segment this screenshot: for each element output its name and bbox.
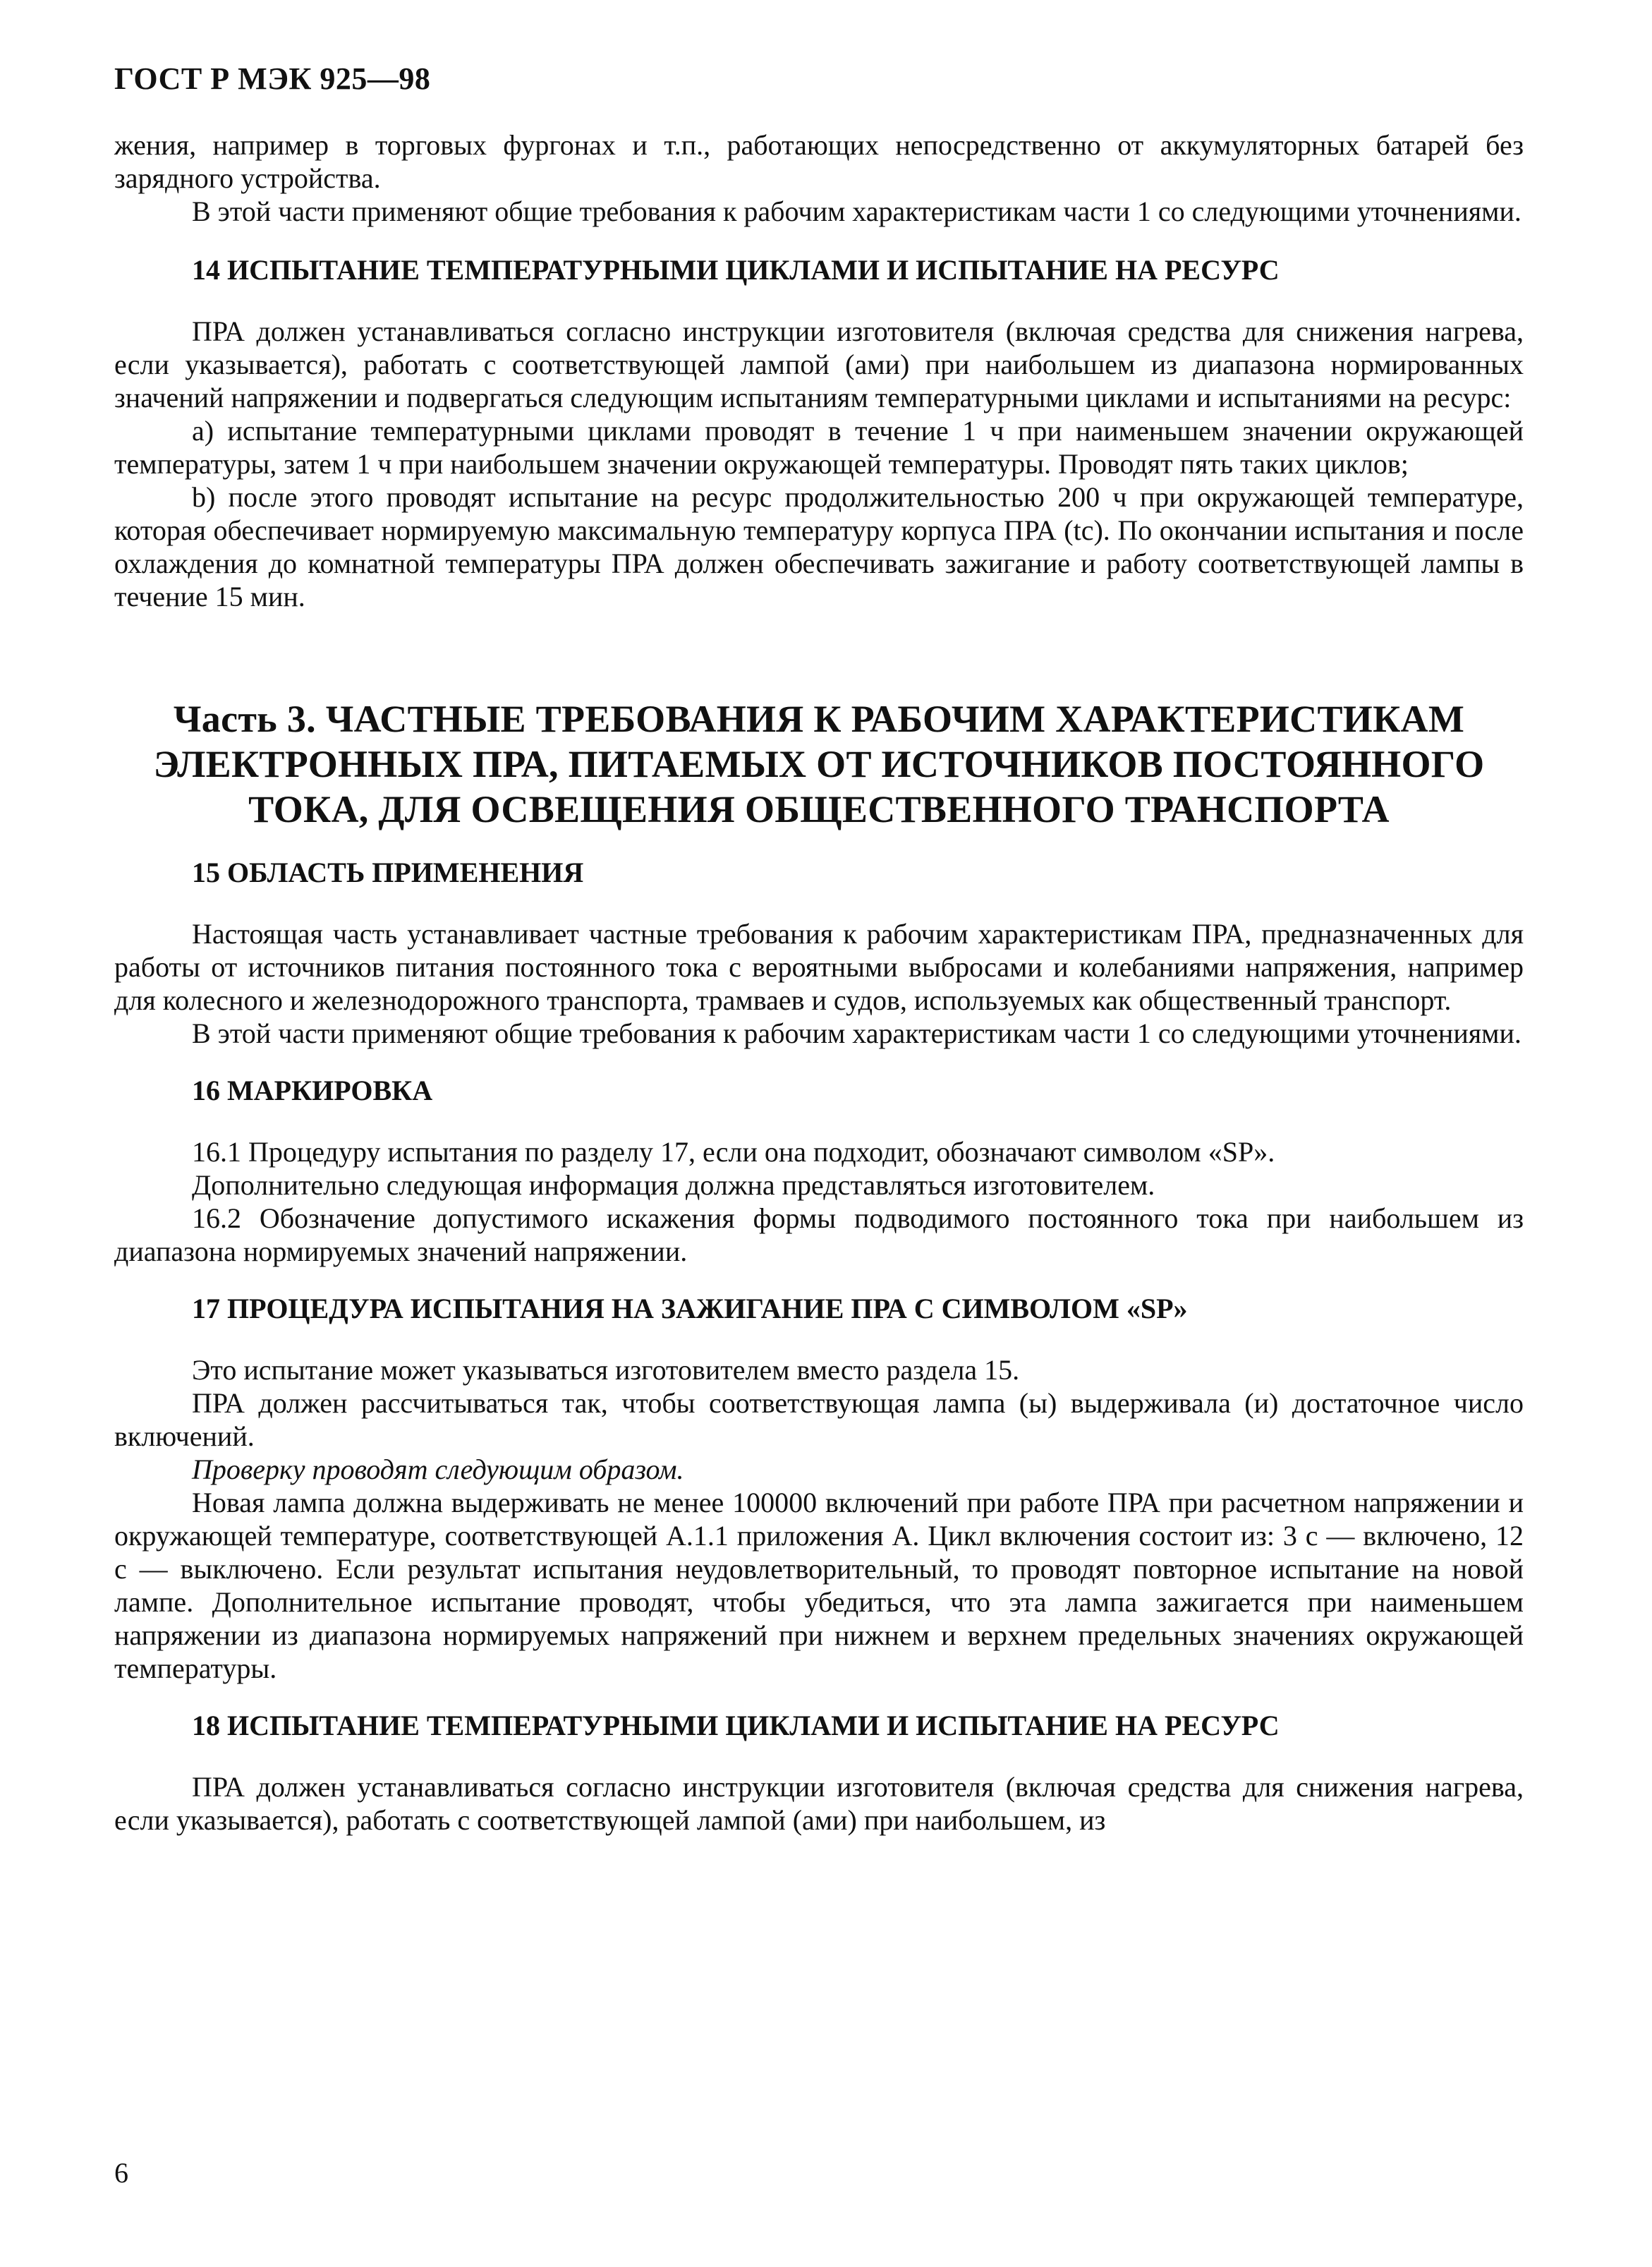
page-number: 6: [114, 2157, 128, 2189]
section-15-title: 15 ОБЛАСТЬ ПРИМЕНЕНИЯ: [192, 857, 584, 888]
section-17-paragraph: ПРА должен рассчитываться так, чтобы соответствующая лампа (ы) выдерживала (и) достаточное число включений.: [114, 1387, 1524, 1452]
part-3-title-line: ТОКА, ДЛЯ ОСВЕЩЕНИЯ ОБЩЕСТВЕННОГО ТРАНСПОРТА: [248, 788, 1390, 830]
section-16-paragraph: Дополнительно следующая информация должна представляться изготовителем.: [192, 1169, 1155, 1201]
section-17-method-note: Проверку проводят следующим образом.: [192, 1453, 684, 1485]
part-3-title-line: ЭЛЕКТРОННЫХ ПРА, ПИТАЕМЫХ ОТ ИСТОЧНИКОВ ПОСТОЯННОГО: [153, 743, 1485, 785]
intro-paragraph: В этой части применяют общие требования к рабочим характеристикам части 1 со следующими уточнениями.: [192, 195, 1522, 227]
intro-paragraph: жения, например в торговых фургонах и т.п., работающих непосредственно от аккумуляторных батарей без зарядного устройства.: [114, 129, 1524, 194]
section-15-paragraph: В этой части применяют общие требования к рабочим характеристикам части 1 со следующими уточнениями.: [192, 1017, 1522, 1049]
section-14-item-b: b) после этого проводят испытание на ресурс продолжительностью 200 ч при окружающей температуре, которая обеспечивает нормируемую максимальную температуру корпуса ПРА (tc). По окончании испытания и после охлаждения до комнатной температуры ПРА должен обеспечивать зажигание и работу соответствующей лампы в течение 15 мин.: [114, 481, 1524, 612]
section-17-title: 17 ПРОЦЕДУРА ИСПЫТАНИЯ НА ЗАЖИГАНИЕ ПРА С СИМВОЛОМ «SP»: [192, 1293, 1188, 1324]
page-content: [114, 128, 1524, 1837]
section-15-paragraph: Настоящая часть устанавливает частные требования к рабочим характеристикам ПРА, предназначенных для работы от источников питания постоянного тока с вероятными выбросами и колебаниями напряжения, например для колесного и железнодорожного транспорта, трамваев и судов, используемых как общественный транспорт.: [114, 918, 1524, 1016]
part-3-title-line: Часть 3. ЧАСТНЫЕ ТРЕБОВАНИЯ К РАБОЧИМ ХАРАКТЕРИСТИКАМ: [173, 698, 1465, 740]
section-17-paragraph: Это испытание может указываться изготовителем вместо раздела 15.: [192, 1354, 1020, 1386]
section-16-title: 16 МАРКИРОВКА: [192, 1075, 433, 1106]
document-header: ГОСТ Р МЭК 925—98: [114, 61, 431, 96]
section-18-title: 18 ИСПЫТАНИЕ ТЕМПЕРАТУРНЫМИ ЦИКЛАМИ И ИСПЫТАНИЕ НА РЕСУРС: [192, 1710, 1280, 1741]
section-14-title: 14 ИСПЫТАНИЕ ТЕМПЕРАТУРНЫМИ ЦИКЛАМИ И ИСПЫТАНИЕ НА РЕСУРС: [192, 254, 1280, 286]
part-3-title: [114, 696, 1524, 832]
section-17-paragraph: Новая лампа должна выдерживать не менее 100000 включений при работе ПРА при расчетном напряжении и окружающей температуре, соответствующей А.1.1 приложения А. Цикл включения состоит из: 3 с — включено, 12 с — выключено. Если результат испытания неудовлетворительный, то проводят повторное испытание на новой лампе. Дополнительное испытание проводят, чтобы убедиться, что эта лампа зажигается при наименьшем напряжении из диапазона нормируемых напряжений при нижнем и верхнем предельных значениях окружающей температуры.: [114, 1487, 1524, 1684]
section-16-paragraph: 16.2 Обозначение допустимого искажения формы подводимого постоянного тока при наибольшем из диапазона нормируемых значений напряжении.: [114, 1202, 1524, 1267]
section-18-paragraph: ПРА должен устанавливаться согласно инструкции изготовителя (включая средства для снижения нагрева, если указывается), работать с соответствующей лампой (ами) при наибольшем, из: [114, 1771, 1524, 1836]
section-14-paragraph: ПРА должен устанавливаться согласно инструкции изготовителя (включая средства для снижения нагрева, если указывается), работать с соответствующей лампой (ами) при наибольшем из диапазона нормированных значений напряжении и подвергаться следующим испытаниям температурными циклами и испытаниями на ресурс:: [114, 315, 1524, 413]
section-16-paragraph: 16.1 Процедуру испытания по разделу 17, если она подходит, обозначают символом «SP».: [192, 1136, 1275, 1168]
section-14-item-a: a) испытание температурными циклами проводят в течение 1 ч при наименьшем значении окружающей температуры, затем 1 ч при наибольшем значении окружающей температуры. Проводят пять таких циклов;: [114, 415, 1524, 480]
